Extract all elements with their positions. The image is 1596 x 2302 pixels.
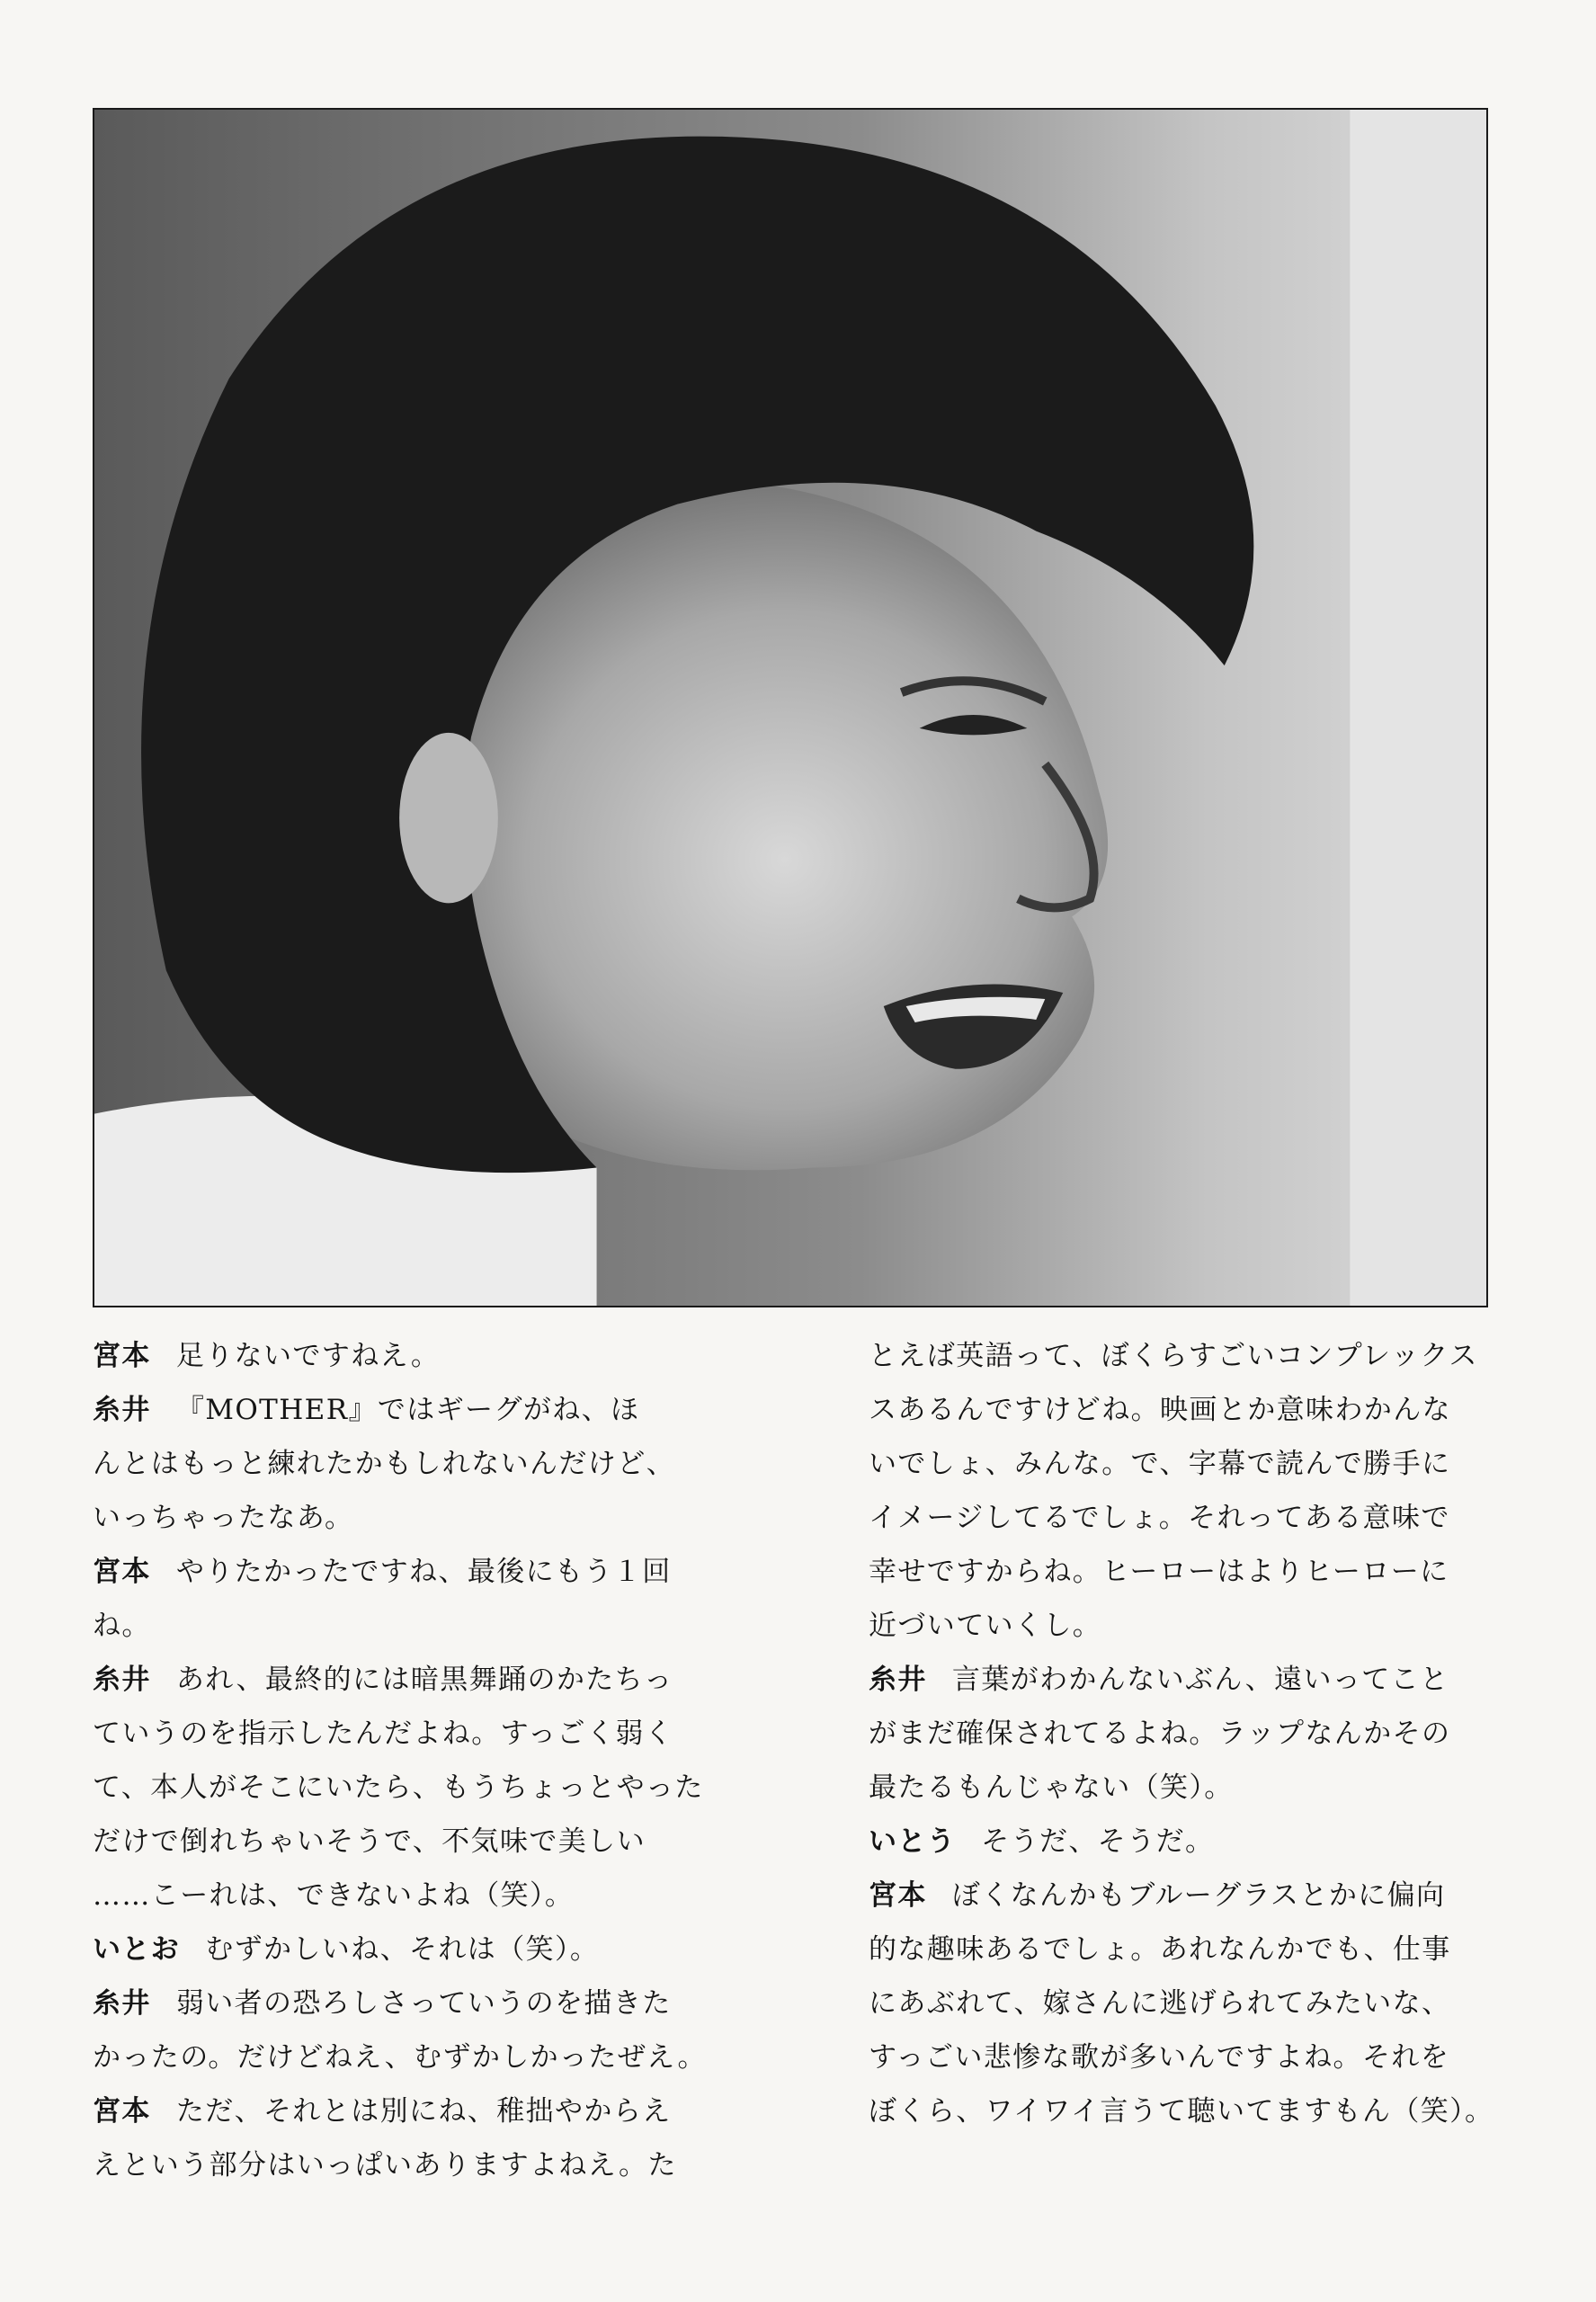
dialogue-line [869,1815,1491,1869]
dialogue-text: すっごい悲惨な歌が多いんですよね。それを [869,2041,1450,2074]
dialogue-text: がまだ確保されてるよね。ラップなんかその [869,1718,1451,1750]
speaker-name: いとう [869,1825,957,1858]
speaker-name: 宮本 [93,1556,151,1588]
dialogue-text: えという部分はいっぱいありますよねえ。た [93,2149,677,2182]
dialogue-text: 弱い者の恐ろしさっていうのを描きた [175,1987,672,2020]
dialogue-line [869,1437,1491,1491]
dialogue-line [93,1976,722,2030]
dialogue-line [869,2084,1494,2138]
dialogue-text: いっちゃったなあ。 [93,1502,354,1534]
dialogue-text: ぼくなんかもブルーグラスとかに偏向 [951,1879,1446,1912]
dialogue-line [869,1599,1491,1653]
dialogue-line [93,1761,722,1815]
dialogue-line [869,1491,1491,1545]
dialogue-line [869,1329,1491,1383]
dialogue-text: て、本人がそこにいたら、もうちょっとやった [93,1771,704,1804]
portrait-photo [93,108,1488,1307]
dialogue-line [869,1869,1491,1923]
dialogue-text: イメージしてるでしょ。それってある意味で [869,1502,1450,1534]
speaker-name: いとお [93,1933,181,1966]
dialogue-text: んとはもっと練れたかもしれないんだけど、 [93,1448,675,1480]
speaker-name: 糸井 [93,1394,151,1426]
speaker-name: 糸井 [869,1664,927,1696]
dialogue-line [93,1815,722,1869]
dialogue-text: 幸せですからね。ヒーローはよりヒーローに [869,1556,1449,1588]
dialogue-line [93,1707,722,1761]
dialogue-line [869,1383,1491,1437]
dialogue-line [93,1545,722,1599]
dialogue-text: そうだ、そうだ。 [981,1825,1215,1858]
speaker-name: 宮本 [93,1340,151,1372]
dialogue-line [869,1545,1491,1599]
speaker-name: 宮本 [869,1879,927,1912]
speaker-name: 糸井 [93,1987,151,2020]
left-text-column [93,1329,722,2192]
right-text-column [869,1329,1494,2138]
dialogue-line [93,1923,722,1976]
dialogue-line [93,2084,722,2138]
speaker-name: 糸井 [93,1664,151,1696]
dialogue-text: ね。 [93,1610,151,1642]
dialogue-text: 近づいていくし。 [869,1610,1102,1642]
speaker-name: 宮本 [93,2095,151,2128]
dialogue-text: やりたかったですね、最後にもう１回 [175,1556,672,1588]
dialogue-text: ただ、それとは別にね、稚拙やからえ [175,2095,672,2128]
dialogue-text: 的な趣味あるでしょ。あれなんかでも、仕事 [869,1933,1451,1966]
dialogue-text: だけで倒れちゃいそうで、不気味で美しい [93,1825,646,1858]
dialogue-text: 言葉がわかんないぶん、遠いってこと [951,1664,1449,1696]
dialogue-text: あれ、最終的には暗黒舞踊のかたちっ [175,1664,673,1696]
dialogue-text: ぼくら、ワイワイ言うて聴いてますもん（笑）。 [869,2095,1494,2128]
dialogue-line [869,2030,1491,2084]
dialogue-text: とえば英語って、ぼくらすごいコンプレックス [869,1340,1478,1372]
dialogue-text: かったの。だけどねえ、むずかしかったぜえ。 [93,2041,707,2074]
dialogue-text: ていうのを指示したんだよね。すっごく弱く [93,1718,674,1750]
dialogue-line [869,1923,1491,1976]
dialogue-text: 『MOTHER』ではギーグがね、ほ [175,1394,640,1426]
dialogue-text: 最たるもんじゃない（笑）。 [869,1771,1234,1804]
dialogue-line [93,2030,722,2084]
dialogue-text: ……こーれは、できないよね（笑）。 [93,1879,575,1912]
dialogue-line [93,2138,722,2192]
dialogue-line [93,1599,722,1653]
dialogue-line [869,1976,1491,2030]
dialogue-text: スあるんですけどね。映画とか意味わかんな [869,1394,1451,1426]
photo-illustration [94,110,1486,1306]
dialogue-line [869,1761,1491,1815]
dialogue-line [93,1383,722,1437]
dialogue-line [93,1329,722,1383]
dialogue-text: むずかしいね、それは（笑）。 [205,1933,600,1966]
dialogue-text: いでしょ、みんな。で、字幕で読んで勝手に [869,1448,1451,1480]
dialogue-text: にあぶれて、嫁さんに逃げられてみたいな、 [869,1987,1451,2020]
dialogue-line [93,1869,722,1923]
dialogue-line [869,1707,1491,1761]
dialogue-line [93,1491,722,1545]
dialogue-line [93,1437,722,1491]
dialogue-text: 足りないですねえ。 [175,1340,441,1372]
dialogue-line [869,1653,1491,1707]
dialogue-line [93,1653,722,1707]
